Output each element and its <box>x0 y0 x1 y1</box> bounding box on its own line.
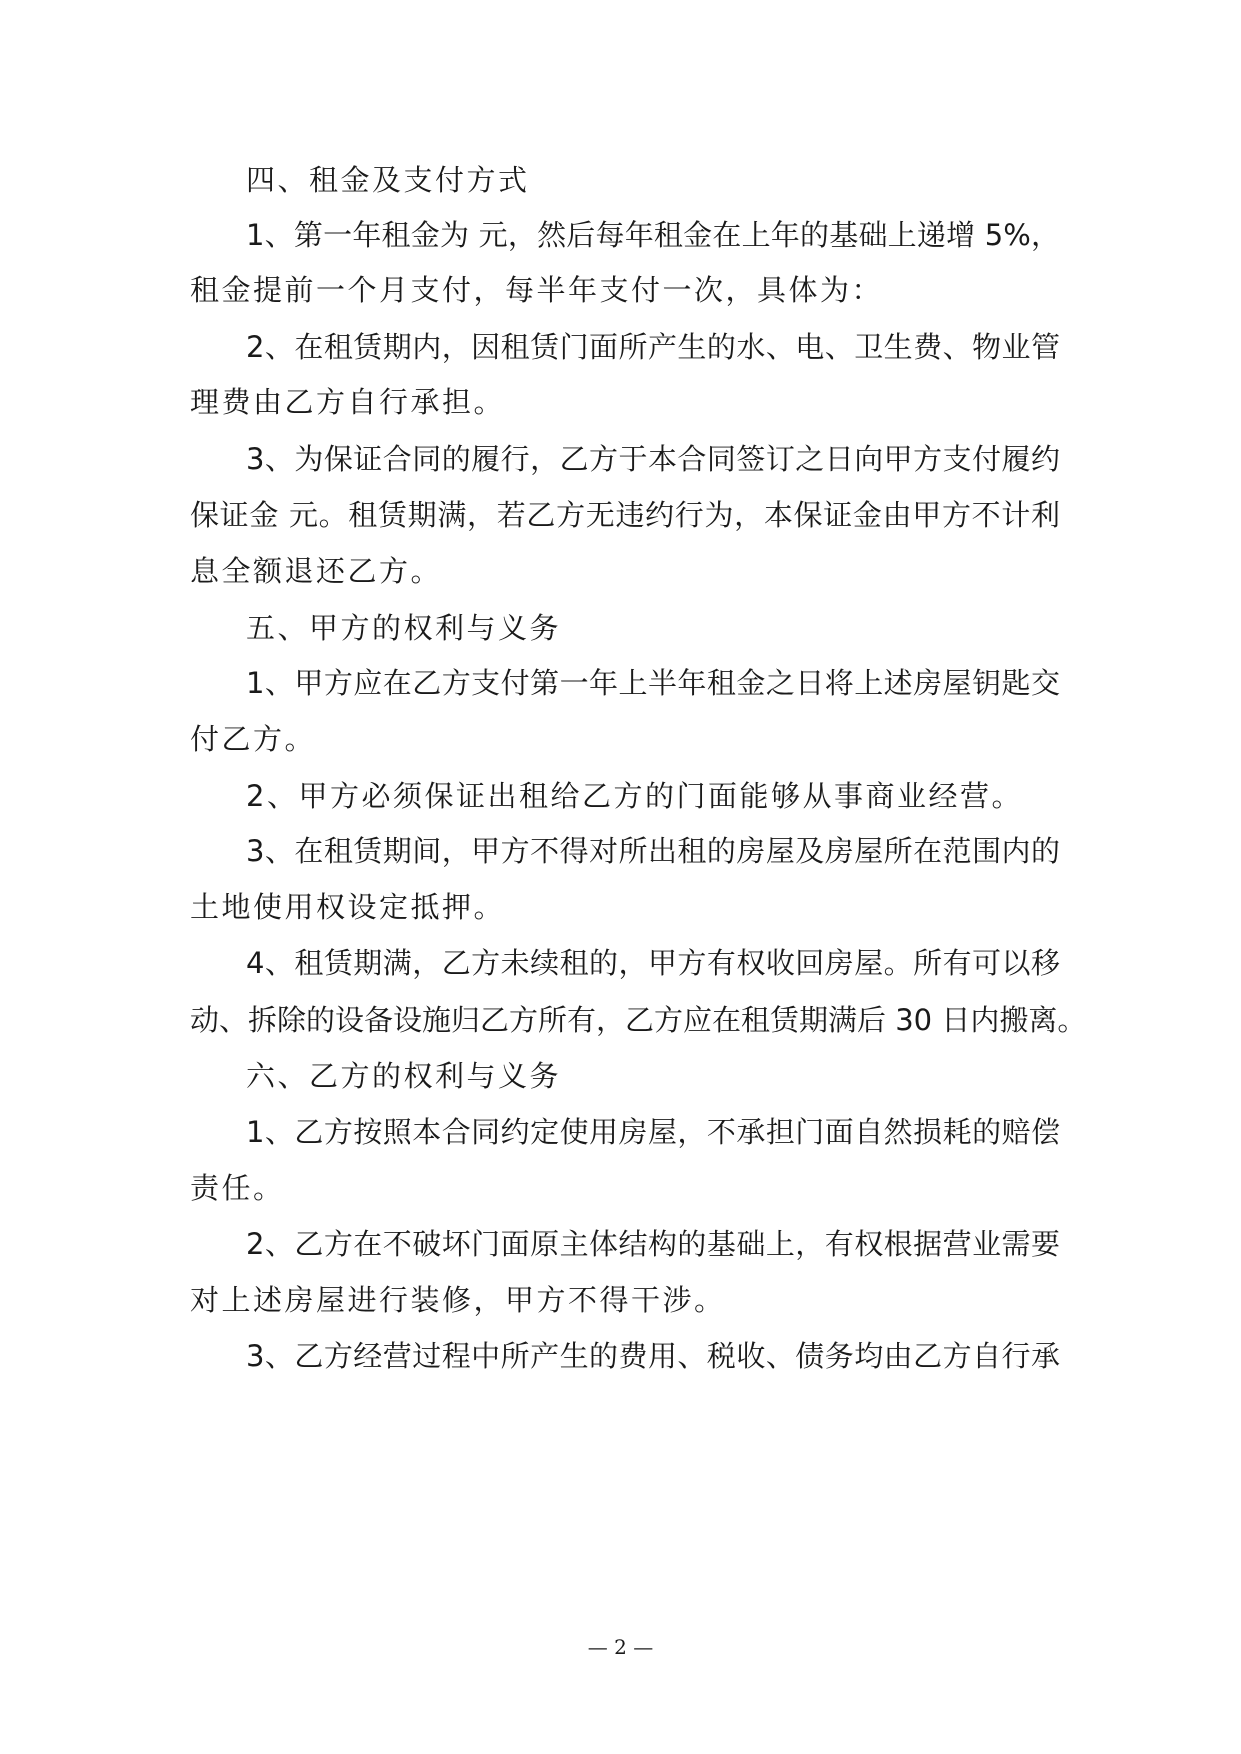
paragraph-line: 1、乙方按照本合同约定使用房屋，不承担门面自然损耗的赔偿 <box>246 1115 1060 1149</box>
paragraph-line: 理费由乙方自行承担。 <box>190 385 506 419</box>
paragraph-line: 3、在租赁期间，甲方不得对所出租的房屋及房屋所在范围内的 <box>246 834 1060 868</box>
section-heading-party-a: 五、甲方的权利与义务 <box>246 611 562 645</box>
paragraph-line: 2、甲方必须保证出租给乙方的门面能够从事商业经营。 <box>246 779 1023 813</box>
paragraph-line: 对上述房屋进行装修，甲方不得干涉。 <box>190 1283 726 1317</box>
section-heading-party-b: 六、乙方的权利与义务 <box>246 1059 562 1093</box>
paragraph-line: 动、拆除的设备设施归乙方所有，乙方应在租赁期满后 30 日内搬离。 <box>190 1003 1087 1037</box>
paragraph-line: 1、第一年租金为 元，然后每年租金在上年的基础上递增 5%， <box>246 218 1060 252</box>
paragraph-line: 付乙方。 <box>190 722 317 756</box>
page-number: — 2 — <box>587 1635 654 1659</box>
paragraph-line: 1、甲方应在乙方支付第一年上半年租金之日将上述房屋钥匙交 <box>246 666 1060 700</box>
paragraph-line: 3、乙方经营过程中所产生的费用、税收、债务均由乙方自行承 <box>246 1339 1060 1373</box>
paragraph-line: 2、乙方在不破坏门面原主体结构的基础上，有权根据营业需要 <box>246 1227 1060 1261</box>
paragraph-line: 土地使用权设定抵押。 <box>190 890 506 924</box>
paragraph-line: 2、在租赁期内，因租赁门面所产生的水、电、卫生费、物业管 <box>246 330 1060 364</box>
paragraph-line: 3、为保证合同的履行，乙方于本合同签订之日向甲方支付履约 <box>246 442 1060 476</box>
paragraph-line: 4、租赁期满，乙方未续租的，甲方有权收回房屋。所有可以移 <box>246 946 1060 980</box>
paragraph-line: 租金提前一个月支付，每半年支付一次，具体为： <box>190 273 884 307</box>
section-heading-rent: 四、租金及支付方式 <box>246 163 530 197</box>
paragraph-line: 责任。 <box>190 1171 285 1205</box>
paragraph-line: 息全额退还乙方。 <box>190 554 443 588</box>
paragraph-line: 保证金 元。租赁期满，若乙方无违约行为，本保证金由甲方不计利 <box>190 498 1060 532</box>
